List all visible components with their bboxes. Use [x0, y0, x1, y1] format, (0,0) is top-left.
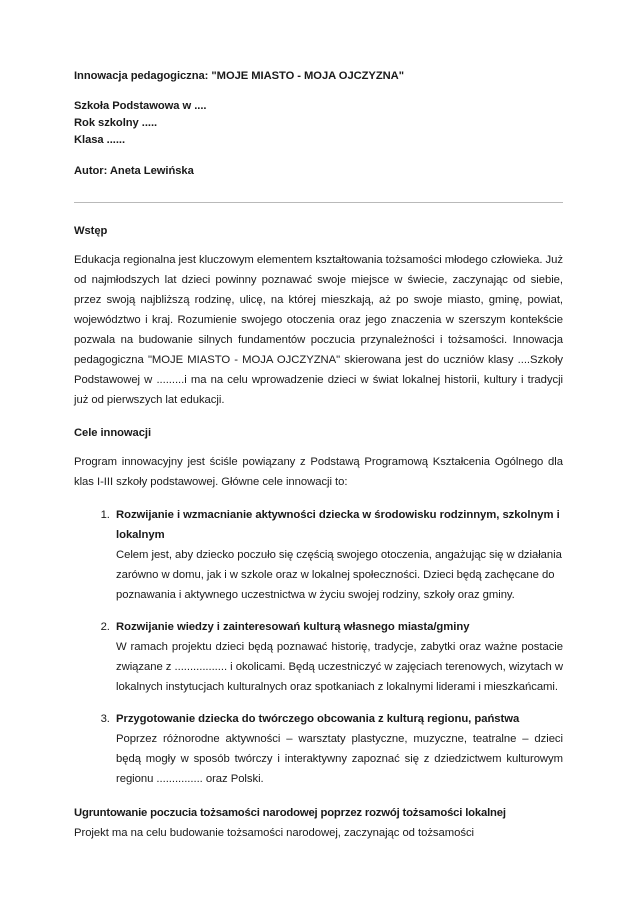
header-divider	[74, 202, 563, 203]
goals-list	[74, 506, 563, 790]
closing-paragraph: Projekt ma na celu budowanie tożsamości narodowej, zaczynając od tożsamości	[74, 826, 475, 839]
list-item	[113, 506, 563, 606]
document-metadata	[74, 98, 563, 149]
document-title: Innowacja pedagogiczna: "MOJE MIASTO - MOJA OJCZYZNA"	[74, 70, 404, 82]
goal-title: 1. Rozwijanie i wzmacnianie aktywności dziecka w środowisku rodzinnym, szkolnym i lokalnym	[116, 509, 560, 542]
author-line: Autor: Aneta Lewińska	[74, 165, 194, 178]
goal-body: Celem jest, aby dziecko poczuło się częścią swojego otoczenia, angażując się w działania zarówno w domu, jak i w szkole oraz w lokalnej społeczności. Dzieci będą zachęcane do poznawania i aktywnego uczestnictwa w życiu swojej rodziny, szkoły oraz gminy.	[116, 549, 562, 602]
goal-body: W ramach projektu dzieci będą poznawać historię, tradycje, zabytki oraz ważne postacie związane z ................. i okolicami. Będą uczestniczyć w zajęciach terenowych, wizytach w lokalnych instytucjach kulturalnych oraz spotkaniach z lokalnymi liderami i mieszkańcami.	[116, 641, 563, 694]
goals-lead-paragraph: Program innowacyjny jest ściśle powiązany z Podstawą Programową Kształcenia Ogólnego dla klas I-III szkoły podstawowej. Główne cele innowacji to:	[74, 456, 563, 489]
goal-title: 3. Przygotowanie dziecka do twórczego obcowania z kulturą regionu, państwa	[116, 713, 520, 726]
section-heading-goals: Cele innowacji	[74, 427, 152, 440]
closing-heading: Ugruntowanie poczucia tożsamości narodowej poprzez rozwój tożsamości lokalnej	[74, 807, 506, 820]
list-item	[113, 710, 563, 790]
list-item	[113, 618, 563, 698]
goal-title: 2. Rozwijanie wiedzy i zainteresowań kulturą własnego miasta/gminy	[116, 621, 470, 634]
section-heading-intro: Wstęp	[74, 225, 108, 238]
school-year-line: Rok szkolny .....	[74, 117, 158, 130]
intro-paragraph: Edukacja regionalna jest kluczowym elementem kształtowania tożsamości młodego człowieka. Już od najmłodszych lat dzieci powinny poznawać swoje miejsce w świecie, zaczynając od siebie, przez swoją najbliższą rodzinę, ulicę, na której mieszkają, aż po swoje miasto, gminę, powiat, województwo i kraj. Rozumienie swojego otoczenia oraz jego znaczenia w szerszym kontekście pozwala na budowanie silnych fundamentów poczucia przynależności i tożsamości. Innowacja pedagogiczna "MOJE MIASTO - MOJA OJCZYZNA" skierowana jest do uczniów klasy ....Szkoły Podstawowej w .........i ma na celu wprowadzenie dzieci w świat lokalnej historii, kultury i tradycji już od pierwszych lat edukacji.	[74, 254, 563, 407]
goal-body: Poprzez różnorodne aktywności – warsztaty plastyczne, muzyczne, teatralne – dzieci będą mogły w sposób twórczy i interaktywny zapoznać się z dziedzictwem kulturowym regionu ............... oraz Polski.	[116, 733, 563, 786]
school-name-line: Szkoła Podstawowa w ....	[74, 100, 207, 113]
grade-line: Klasa ......	[74, 134, 126, 147]
